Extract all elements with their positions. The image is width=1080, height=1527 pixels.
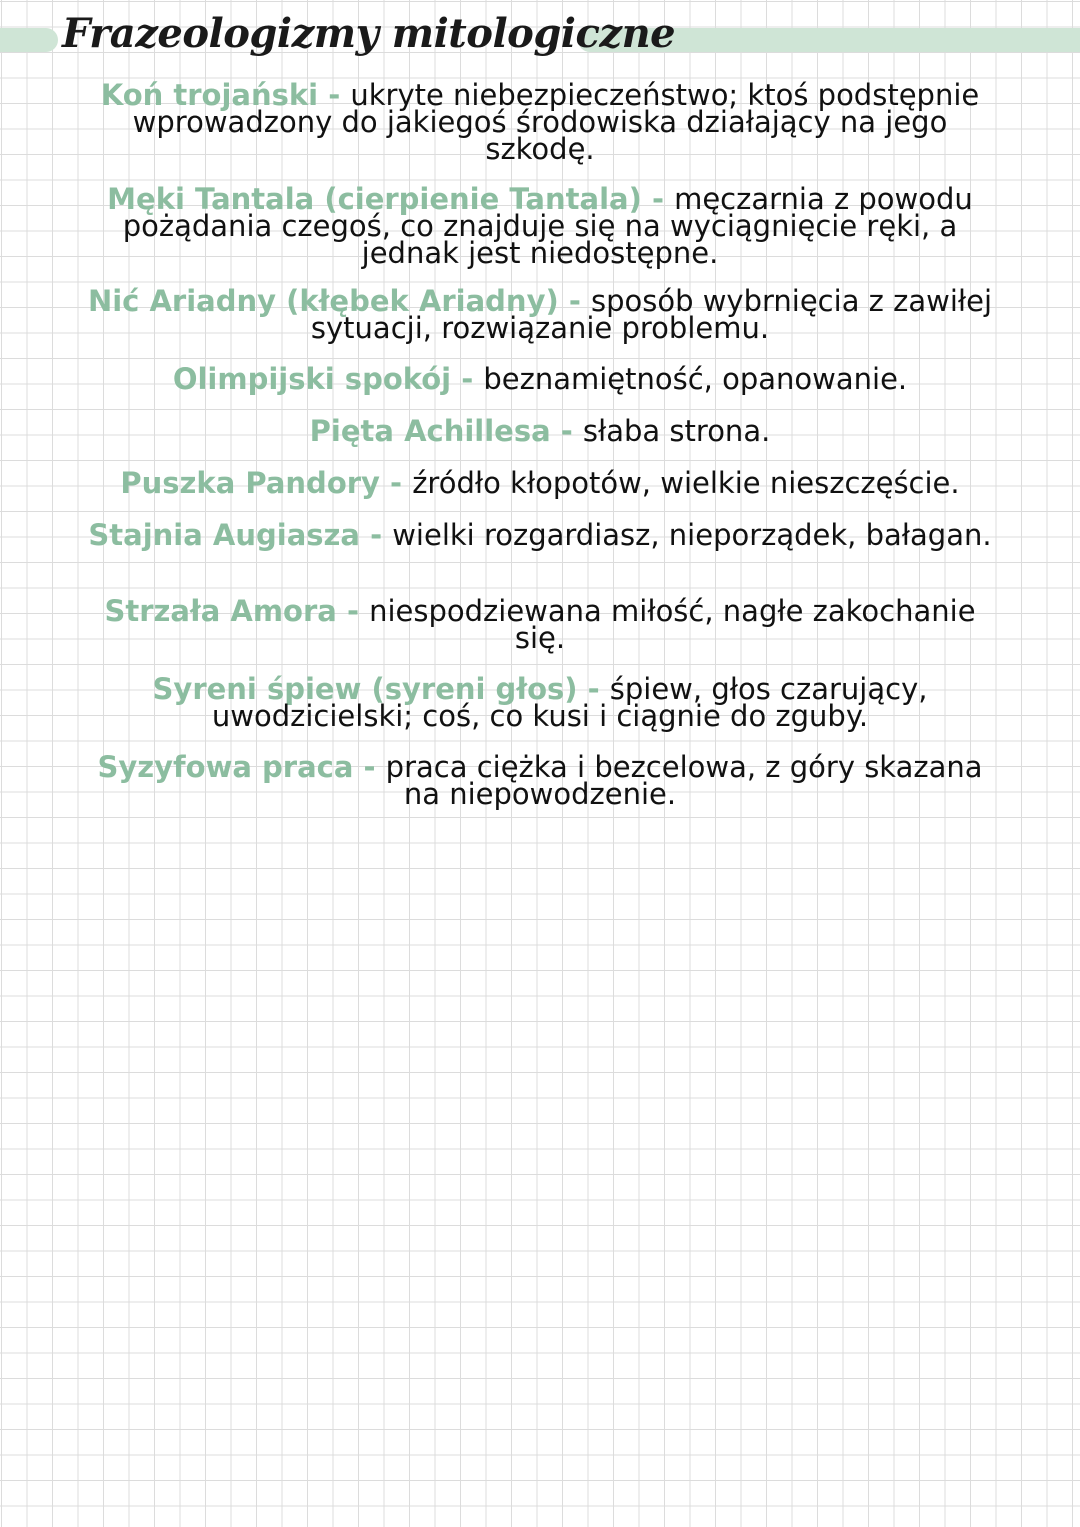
entry-separator: - <box>641 182 675 216</box>
entry-separator: - <box>379 466 413 500</box>
entry-syreni-spiew <box>80 672 1000 733</box>
entry-separator: - <box>577 672 610 706</box>
entry-stajnia-augiasza <box>80 518 1000 552</box>
entry-definition: praca ciężka i bezcelowa, z góry skazana na niepowodzenie. <box>385 750 983 811</box>
entry-syzyfowa-praca <box>80 750 1000 811</box>
entry-definition: ukryte niebezpieczeństwo; ktoś podstępnie wprowadzony do jakiegoś środowiska działający na jego szkodę. <box>132 78 980 166</box>
entry-term: Strzała Amora <box>104 594 337 628</box>
entry-term: Syreni śpiew (syreni głos) <box>152 672 578 706</box>
entry-term: Olimpijski spokój <box>172 362 452 396</box>
entry-kon-trojanski <box>80 78 1000 166</box>
entry-definition: męczarnia z powodu pożądania czegoś, co znajduje się na wyciągnięcie ręki, a jednak jest niedostępne. <box>122 182 973 270</box>
entry-separator: - <box>359 518 393 552</box>
entry-definition: słaba strona. <box>582 414 771 448</box>
entry-term: Nić Ariadny (kłębek Ariadny) <box>87 284 559 318</box>
entry-separator: - <box>550 414 583 448</box>
entry-nic-ariadny <box>80 284 1000 345</box>
entry-definition: śpiew, głos czarujący, uwodzicielski; coś, co kusi i ciągnie do zguby. <box>211 672 928 733</box>
entry-strzala-amora <box>80 594 1000 655</box>
entry-separator: - <box>558 284 591 318</box>
entry-olimpijski-spokoj <box>80 362 1000 396</box>
entry-separator: - <box>451 362 484 396</box>
entry-definition: sposób wybrnięcia z zawiłej sytuacji, rozwiązanie problemu. <box>310 284 993 345</box>
entry-definition: niespodziewana miłość, nagłe zakochanie się. <box>369 594 976 655</box>
entry-separator: - <box>318 78 351 112</box>
entry-definition: beznamiętność, opanowanie. <box>483 362 908 396</box>
entry-term: Pięta Achillesa <box>309 414 551 448</box>
entry-term: Syzyfowa praca <box>97 750 354 784</box>
entry-pieta-achillesa <box>80 414 1000 448</box>
entry-definition: źródło kłopotów, wielkie nieszczęście. <box>412 466 960 500</box>
entry-puszka-pandory <box>80 466 1000 500</box>
title-highlight-left <box>0 28 58 52</box>
page-title: Frazeologizmy mitologiczne <box>62 10 676 57</box>
entry-meki-tantala <box>80 182 1000 270</box>
entry-term: Puszka Pandory <box>120 466 380 500</box>
entry-term: Koń trojański <box>100 78 319 112</box>
entry-separator: - <box>336 594 370 628</box>
entry-term: Stajnia Augiasza <box>88 518 360 552</box>
entry-separator: - <box>353 750 386 784</box>
entry-term: Męki Tantala (cierpienie Tantala) <box>107 182 642 216</box>
entry-definition: wielki rozgardiasz, nieporządek, bałagan. <box>392 518 992 552</box>
